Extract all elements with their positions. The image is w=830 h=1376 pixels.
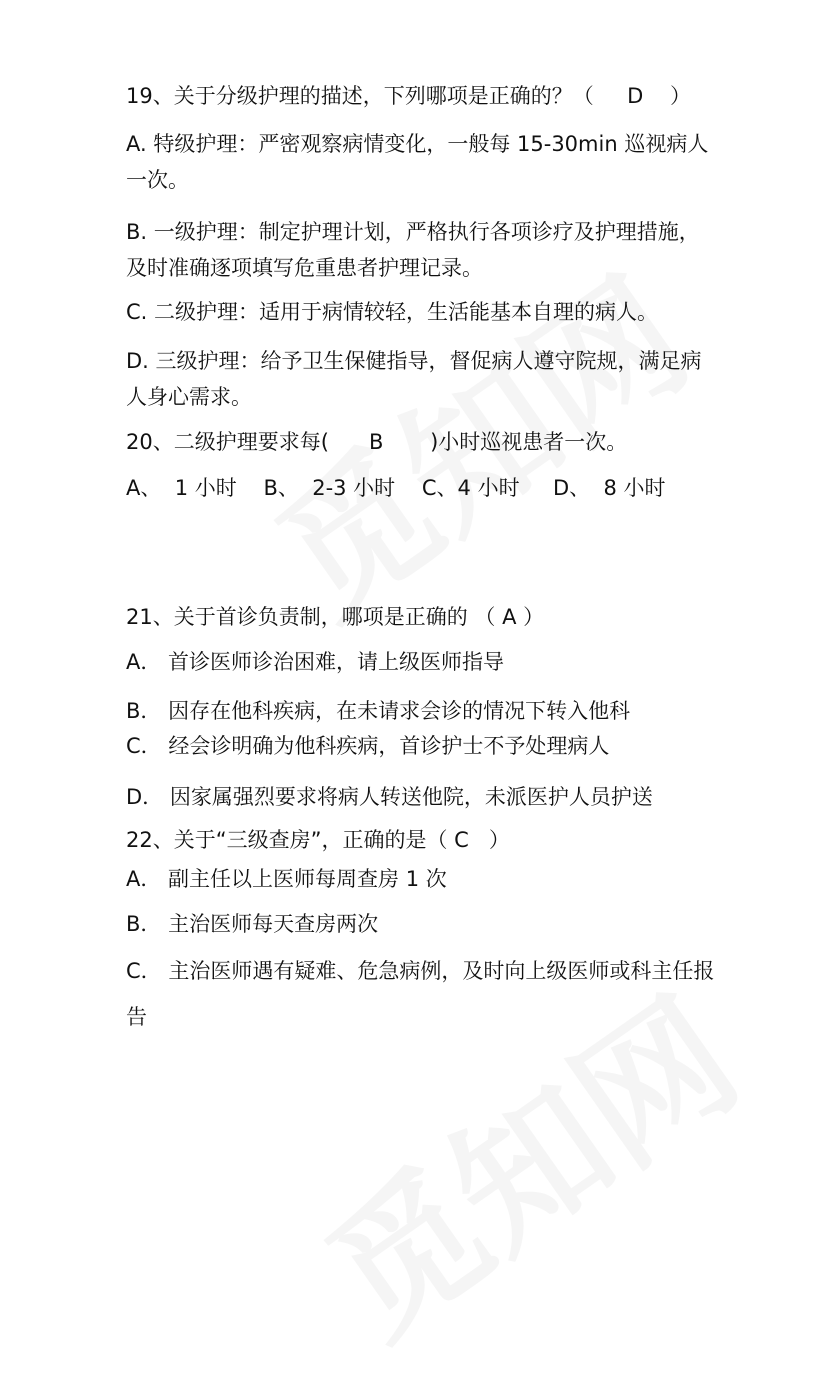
q19-question: 19、关于分级护理的描述，下列哪项是正确的？（ D ）	[126, 84, 691, 108]
q19-option-a: A. 特级护理：严密观察病情变化，一般每 15-30min 巡视病人	[126, 132, 709, 156]
q21-option-a: A． 首诊医师诊治困难，请上级医师指导	[126, 650, 505, 674]
q19-option-c: C. 二级护理：适用于病情较轻，生活能基本自理的病人。	[126, 300, 659, 324]
q19-option-a-cont: 一次。	[126, 168, 189, 192]
q19-option-d-cont: 人身心需求。	[126, 385, 252, 409]
q22-option-a: A． 副主任以上医师每周查房 1 次	[126, 867, 447, 891]
q19-option-b: B. 一级护理：制定护理计划，严格执行各项诊疗及护理措施，	[126, 220, 700, 244]
q20-question: 20、二级护理要求每( B )小时巡视患者一次。	[126, 430, 628, 454]
watermark-bottom	[279, 940, 772, 1375]
q22-question: 22、关于“三级查房”，正确的是（ C ）	[126, 828, 510, 852]
q21-option-c: C． 经会诊明确为他科疾病，首诊护士不予处理病人	[126, 734, 610, 758]
q20-options: A、 1 小时 B、 2-3 小时 C、4 小时 D、 8 小时	[126, 476, 666, 500]
q21-question: 21、关于首诊负责制，哪项是正确的 （ A ）	[126, 605, 545, 629]
q19-option-d: D. 三级护理：给予卫生保健指导，督促病人遵守院规，满足病	[126, 349, 702, 373]
q21-option-b: B． 因存在他科疾病，在未请求会诊的情况下转入他科	[126, 699, 631, 723]
q22-option-c: C． 主治医师遇有疑难、危急病例，及时向上级医师或科主任报	[126, 959, 715, 983]
q21-option-d: D． 因家属强烈要求将病人转送他院，未派医护人员护送	[126, 785, 653, 809]
q22-option-b: B． 主治医师每天查房两次	[126, 912, 379, 936]
q19-option-b-cont: 及时准确逐项填写危重患者护理记录。	[126, 256, 483, 280]
q22-option-c-cont: 告	[126, 1005, 147, 1029]
